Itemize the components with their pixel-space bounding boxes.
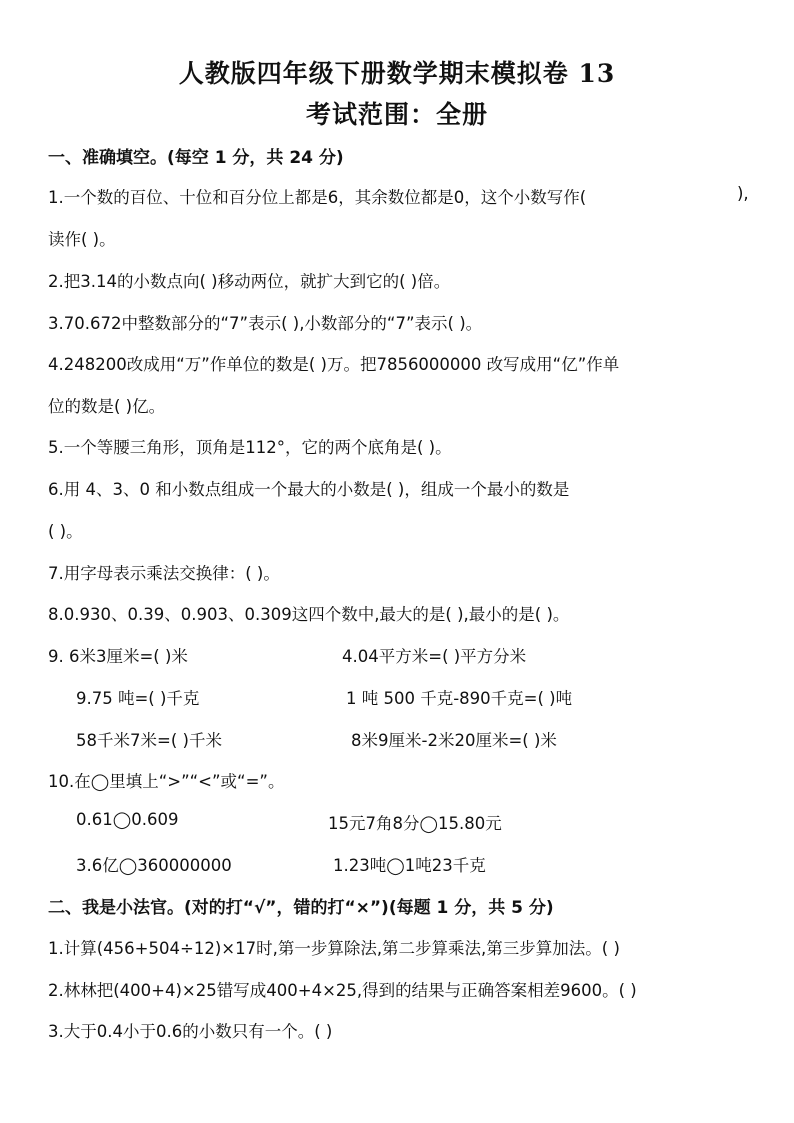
question-1-line-1-end: ), bbox=[737, 184, 749, 203]
page-subtitle: 考试范围：全册 bbox=[305, 100, 488, 129]
question-2: 2.把3.14的小数点向( )移动两位，就扩大到它的( )倍。 bbox=[48, 272, 451, 291]
question-9-f: 8米9厘米-2米20厘米=( )米 bbox=[351, 731, 557, 750]
question-6-line-2: ( )。 bbox=[48, 522, 83, 541]
question-10: 10.在◯里填上“>”“<”或“=”。 bbox=[48, 772, 285, 791]
question-9-e: 58千米7米=( )千米 bbox=[76, 731, 222, 750]
judge-question-2: 2.林林把(400+4)×25错写成400+4×25,得到的结果与正确答案相差9600。( ) bbox=[48, 981, 637, 1000]
question-1-line-2: 读作( )。 bbox=[48, 230, 116, 249]
question-9-d: 1 吨 500 千克-890千克=( )吨 bbox=[346, 689, 573, 708]
question-5: 5.一个等腰三角形，顶角是112°，它的两个底角是( )。 bbox=[48, 438, 452, 457]
section-2-heading: 二、我是小法官。(对的打“√”，错的打“×”)(每题 1 分，共 5 分) bbox=[48, 898, 554, 918]
question-9-b: 4.04平方米=( )平方分米 bbox=[342, 647, 527, 666]
judge-question-1: 1.计算(456+504÷12)×17时,第一步算除法,第二步算乘法,第三步算加法。( ) bbox=[48, 939, 620, 958]
section-1-heading: 一、准确填空。(每空 1 分，共 24 分) bbox=[48, 148, 344, 168]
question-9-c: 9.75 吨=( )千克 bbox=[76, 689, 200, 708]
question-3: 3.70.672中整数部分的“7”表示( ),小数部分的“7”表示( )。 bbox=[48, 314, 483, 333]
question-10-a: 0.61◯0.609 bbox=[76, 810, 179, 829]
question-10-d: 1.23吨◯1吨23千克 bbox=[333, 856, 486, 875]
question-10-c: 3.6亿◯360000000 bbox=[76, 856, 232, 875]
question-7: 7.用字母表示乘法交换律：( )。 bbox=[48, 564, 280, 583]
judge-question-3: 3.大于0.4小于0.6的小数只有一个。( ) bbox=[48, 1022, 333, 1041]
question-8: 8.0.930、0.39、0.903、0.309这四个数中,最大的是( ),最小的是( )。 bbox=[48, 605, 570, 624]
page-title: 人教版四年级下册数学期末模拟卷 13 bbox=[178, 59, 616, 88]
question-10-b: 15元7角8分◯15.80元 bbox=[328, 814, 502, 833]
question-4-line-1: 4.248200改成用“万”作单位的数是( )万。把7856000000 改写成用“亿”作单 bbox=[48, 355, 620, 374]
question-1-line-1: 1.一个数的百位、十位和百分位上都是6，其余数位都是0，这个小数写作( bbox=[48, 188, 587, 207]
question-9-a: 9. 6米3厘米=( )米 bbox=[48, 647, 188, 666]
question-6-line-1: 6.用 4、3、0 和小数点组成一个最大的小数是( )，组成一个最小的数是 bbox=[48, 480, 570, 499]
question-4-line-2: 位的数是( )亿。 bbox=[48, 397, 166, 416]
